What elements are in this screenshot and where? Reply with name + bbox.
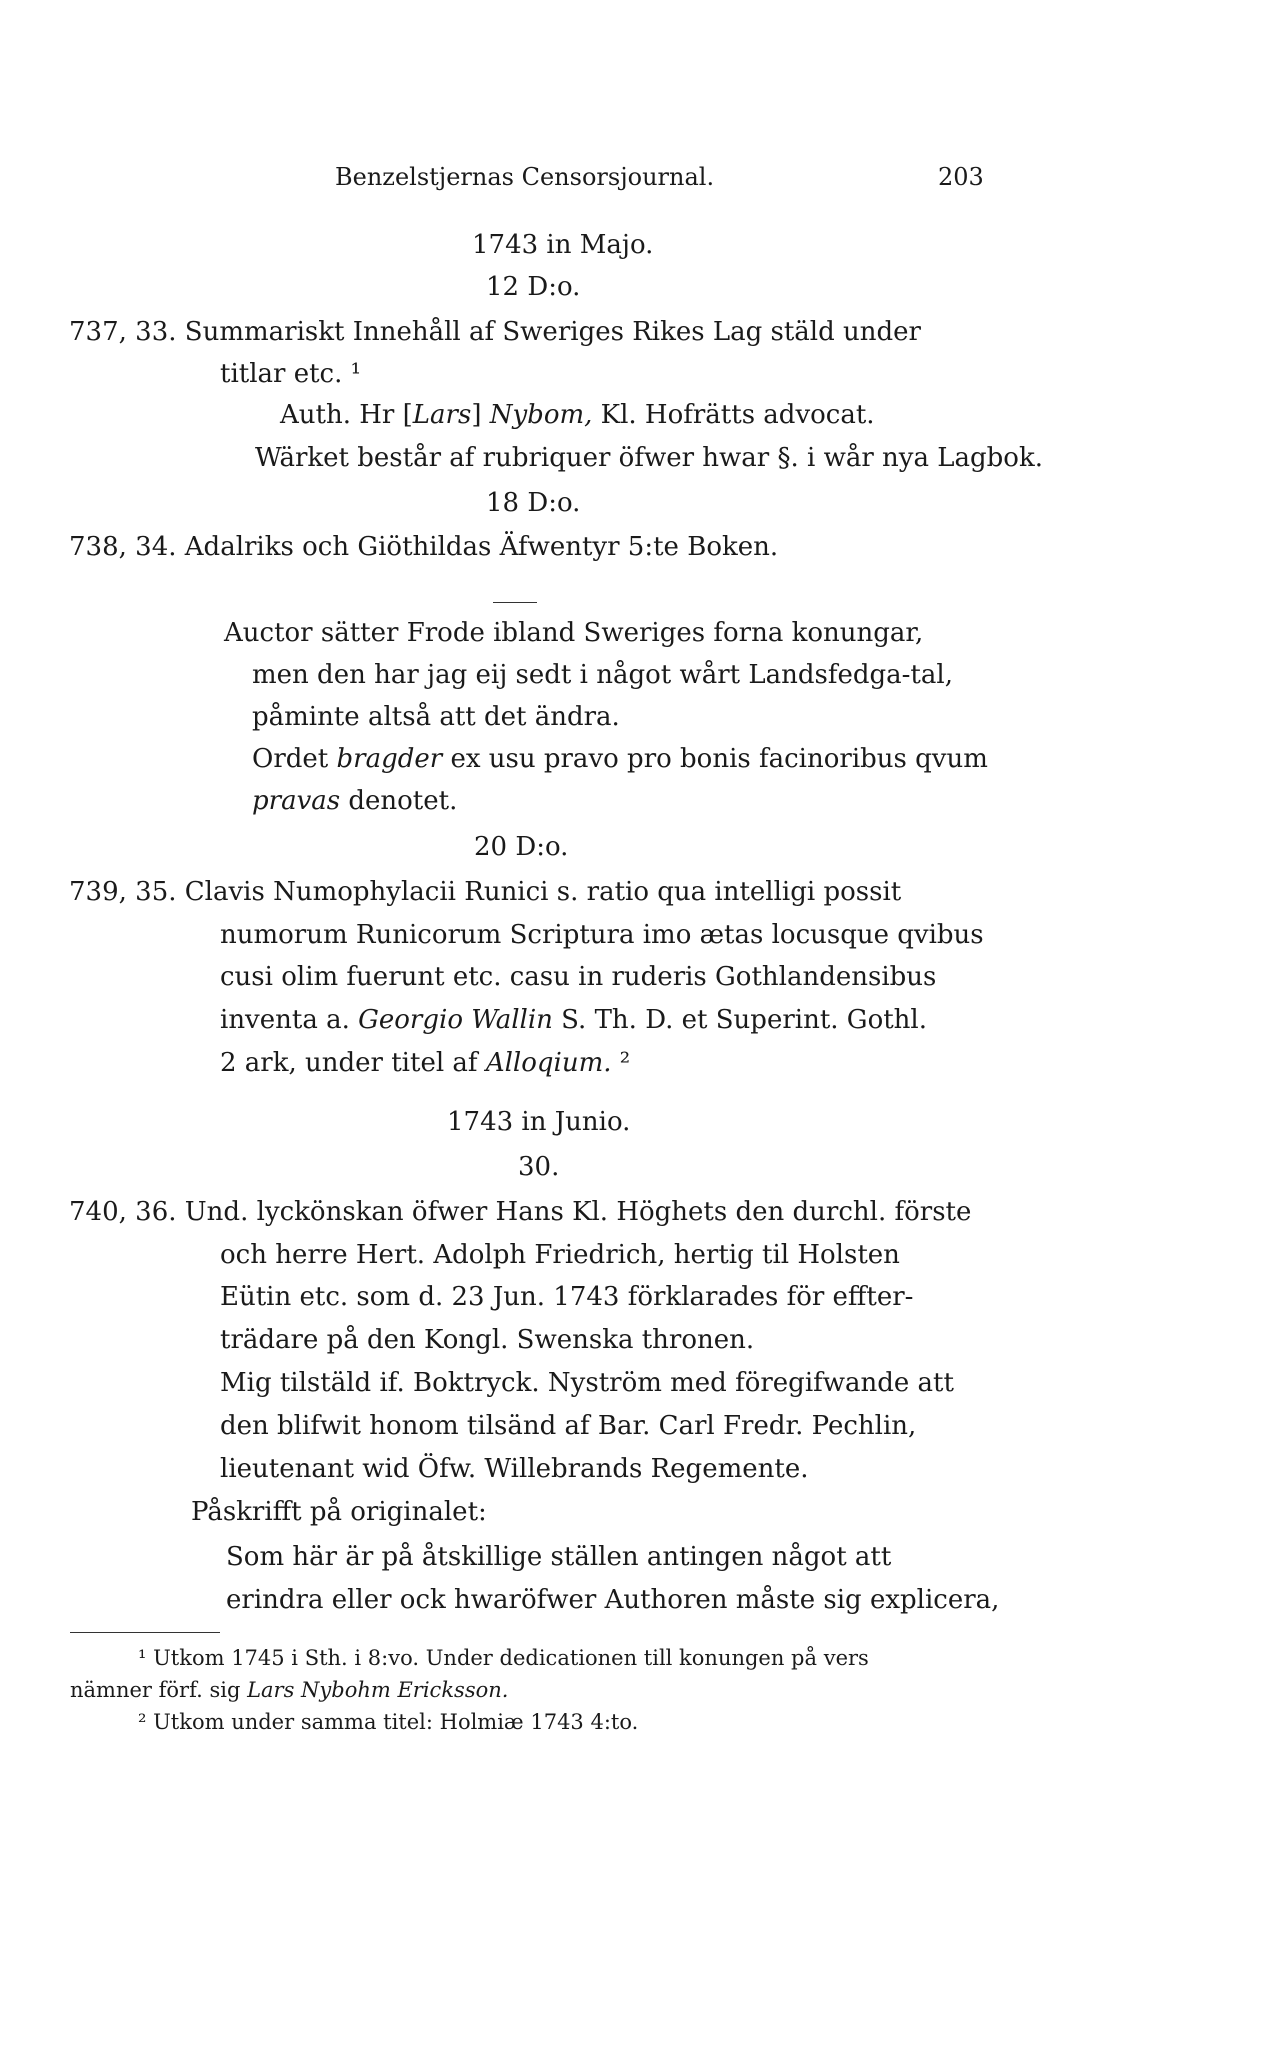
text-line: Mig tilstäld if. Boktryck. Nyström med föregifwande att <box>220 1368 954 1398</box>
text-line: Påskrifft på originalet: <box>191 1497 487 1527</box>
text-line: Wärket består af rubriquer öfwer hwar §. i wår nya Lagbok. <box>255 443 1043 473</box>
footnote-1: ¹ Utkom 1745 i Sth. i 8:vo. Under dedicationen till konungen på vers <box>138 1646 869 1670</box>
text-line: den blifwit honom tilsänd af Bar. Carl Fredr. Pechlin, <box>220 1411 917 1441</box>
text-line: påminte altså att det ändra. <box>252 702 620 732</box>
date-heading: 1743 in Majo. <box>472 230 654 260</box>
text-line: inventa a. Georgio Wallin S. Th. D. et Superint. Gothl. <box>220 1005 927 1035</box>
entry-739: 739, 35. Clavis Numophylacii Runici s. ratio qua intelligi possit <box>69 877 902 907</box>
entry-738: 738, 34. Adalriks och Giöthildas Äfwentyr 5:te Boken. <box>69 532 779 562</box>
text-line: men den har jag eij sedt i något wårt Landsfedga-tal, <box>252 660 953 690</box>
text-line: cusi olim fuerunt etc. casu in ruderis Gothlandensibus <box>220 962 937 992</box>
separator-rule <box>493 602 537 603</box>
page-number: 203 <box>938 163 984 191</box>
text-line: 2 ark, under titel af Alloqium. ² <box>220 1048 631 1078</box>
date-heading: 1743 in Junio. <box>447 1107 631 1137</box>
running-title: Benzelstjernas Censorsjournal. <box>335 163 715 191</box>
text-line: Auth. Hr [Lars] Nybom, Kl. Hofrätts advocat. <box>280 400 875 430</box>
text-line: numorum Runicorum Scriptura imo ætas locusque qvibus <box>220 920 984 950</box>
text-line: trädare på den Kongl. Swenska thronen. <box>220 1325 755 1355</box>
entry-740: 740, 36. Und. lyckönskan öfwer Hans Kl. Höghets den durchl. förste <box>69 1197 972 1227</box>
text-line: Ordet bragder ex usu pravo pro bonis facinoribus qvum <box>252 744 988 774</box>
text-line: titlar etc. ¹ <box>220 359 362 389</box>
entry-737: 737, 33. Summariskt Innehåll af Sweriges Rikes Lag stäld under <box>69 317 921 347</box>
text-line: och herre Hert. Adolph Friedrich, hertig til Holsten <box>220 1240 900 1270</box>
text-line: Eütin etc. som d. 23 Jun. 1743 förklarades för effter- <box>220 1282 914 1312</box>
day-heading: 18 D:o. <box>486 488 581 518</box>
text-line: Som här är på åtskillige ställen antingen något att <box>226 1542 892 1572</box>
footnote-1-cont: nämner förf. sig Lars Nybohm Ericksson. <box>70 1678 509 1702</box>
day-heading: 12 D:o. <box>486 272 581 302</box>
text-line: pravas denotet. <box>252 786 458 816</box>
text-line: Auctor sätter Frode ibland Sweriges forna konungar, <box>224 618 924 648</box>
text-line: erindra eller ock hwaröfwer Authoren måste sig explicera, <box>226 1585 1000 1615</box>
day-heading: 30. <box>518 1152 560 1182</box>
text-line: lieutenant wid Öfw. Willebrands Regemente. <box>220 1454 809 1484</box>
footnote-rule <box>70 1632 220 1633</box>
day-heading: 20 D:o. <box>474 832 569 862</box>
footnote-2: ² Utkom under samma titel: Holmiæ 1743 4:to. <box>138 1710 639 1734</box>
